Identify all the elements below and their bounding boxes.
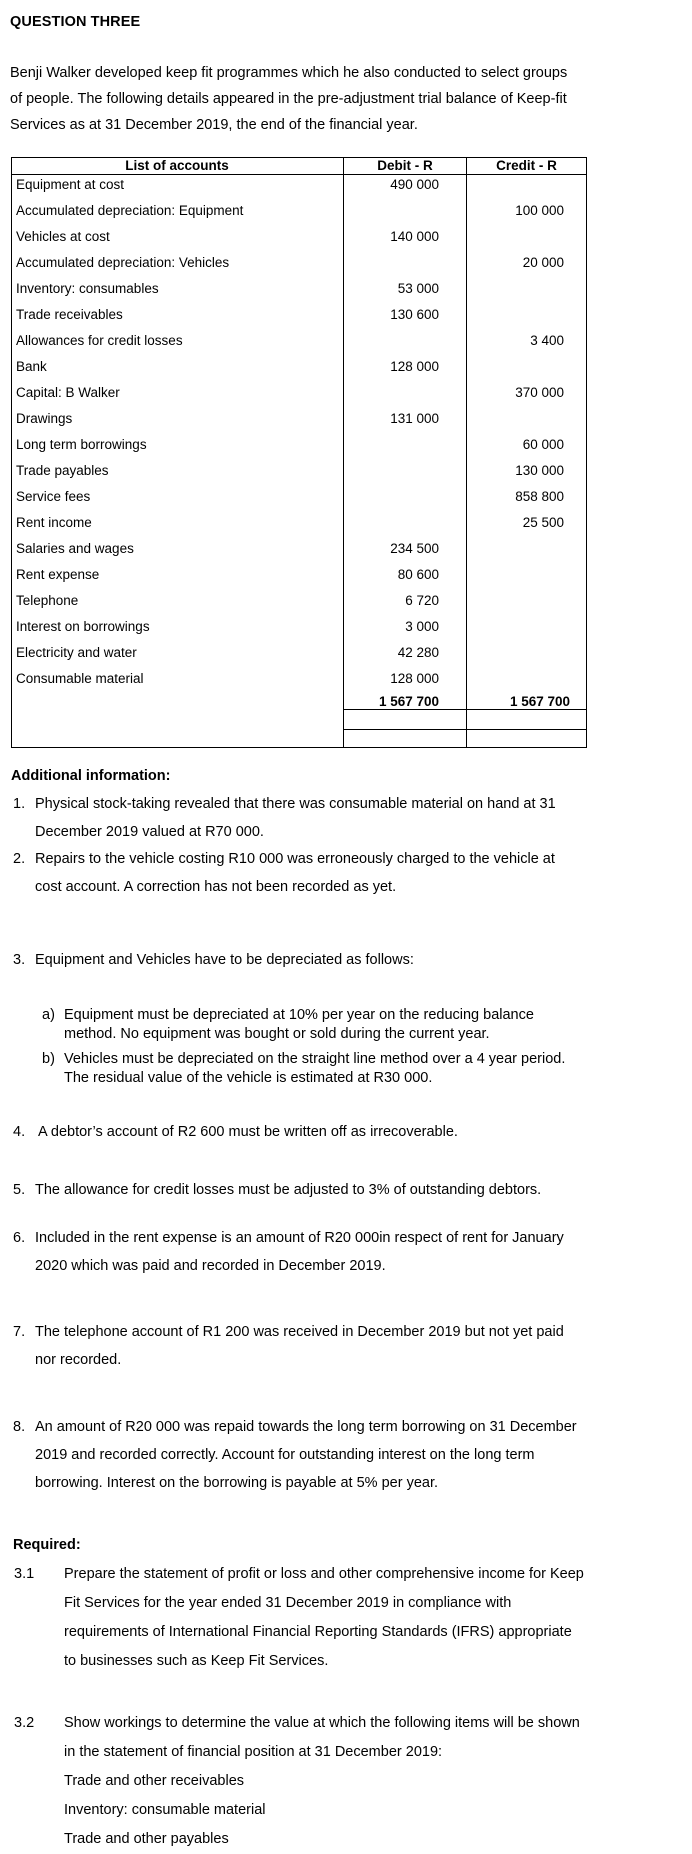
credit-amount: 20 000 bbox=[522, 255, 564, 270]
item-text: 2019 and recorded correctly. Account for outstanding interest on the long term bbox=[35, 1447, 535, 1463]
debit-amount: 130 600 bbox=[390, 307, 439, 322]
item-text: Repairs to the vehicle costing R10 000 was erroneously charged to the vehicle at bbox=[35, 851, 555, 867]
account-name: Rent expense bbox=[16, 567, 100, 582]
item-number: 3. bbox=[13, 952, 26, 968]
account-name: Inventory: consumables bbox=[16, 281, 159, 296]
total-debit: 1 567 700 bbox=[378, 694, 439, 709]
debit-amount: 128 000 bbox=[390, 671, 439, 686]
required-item bbox=[14, 1560, 684, 1676]
intro-line: Services as at 31 December 2019, the end of the financial year. bbox=[10, 117, 418, 133]
required-text: to businesses such as Keep Fit Services. bbox=[64, 1653, 329, 1669]
account-name: Service fees bbox=[16, 489, 91, 504]
account-name: Rent income bbox=[16, 515, 92, 530]
account-name: Interest on borrowings bbox=[16, 619, 150, 634]
item-text: Equipment and Vehicles have to be depreciated as follows: bbox=[35, 952, 414, 968]
debit-amount: 6 720 bbox=[405, 593, 439, 608]
credit-amount: 858 800 bbox=[515, 489, 564, 504]
intro-paragraph bbox=[10, 60, 670, 138]
depreciation-sub-item bbox=[42, 1006, 672, 1044]
debit-amount: 140 000 bbox=[390, 229, 439, 244]
header-credit: Credit - R bbox=[496, 158, 557, 173]
sub-item-text: method. No equipment was bought or sold during the current year. bbox=[64, 1026, 490, 1042]
item-text: 2020 which was paid and recorded in December 2019. bbox=[35, 1258, 386, 1274]
info-item bbox=[13, 1224, 673, 1280]
item-text: An amount of R20 000 was repaid towards the long term borrowing on 31 December bbox=[35, 1419, 577, 1435]
required-text: requirements of International Financial Reporting Standards (IFRS) appropriate bbox=[64, 1624, 572, 1640]
total-divider bbox=[343, 729, 587, 730]
question-title: QUESTION THREE bbox=[10, 14, 141, 30]
info-item bbox=[13, 946, 673, 974]
header-account: List of accounts bbox=[125, 158, 229, 173]
item-text: cost account. A correction has not been recorded as yet. bbox=[35, 879, 397, 895]
header-debit: Debit - R bbox=[377, 158, 433, 173]
required-text: in the statement of financial position at 31 December 2019: bbox=[64, 1744, 443, 1760]
item-text: Included in the rent expense is an amount of R20 000in respect of rent for January bbox=[35, 1230, 564, 1246]
info-item bbox=[13, 1413, 683, 1497]
item-text: A debtor’s account of R2 600 must be written off as irrecoverable. bbox=[38, 1124, 458, 1140]
sub-item-letter: b) bbox=[42, 1051, 55, 1067]
required-text: Prepare the statement of profit or loss and other comprehensive income for Keep bbox=[64, 1566, 584, 1582]
intro-line: Benji Walker developed keep fit programmes which he also conducted to select groups bbox=[10, 65, 568, 81]
required-text: Trade and other receivables bbox=[64, 1773, 245, 1789]
item-number: 4. bbox=[13, 1124, 26, 1140]
info-item bbox=[13, 845, 673, 901]
debit-amount: 3 000 bbox=[405, 619, 439, 634]
required-text: Trade and other payables bbox=[64, 1831, 229, 1847]
item-number: 7. bbox=[13, 1324, 26, 1340]
required-item bbox=[14, 1709, 684, 1854]
required-text: Inventory: consumable material bbox=[64, 1802, 266, 1818]
item-text: Physical stock-taking revealed that there was consumable material on hand at 31 bbox=[35, 796, 556, 812]
account-name: Telephone bbox=[16, 593, 79, 608]
account-name: Consumable material bbox=[16, 671, 144, 686]
header-divider bbox=[11, 174, 587, 175]
account-name: Salaries and wages bbox=[16, 541, 134, 556]
item-text: The allowance for credit losses must be adjusted to 3% of outstanding debtors. bbox=[35, 1182, 542, 1198]
sub-item-text: Equipment must be depreciated at 10% per year on the reducing balance bbox=[64, 1007, 534, 1023]
info-item bbox=[13, 1118, 673, 1146]
additional-info-heading: Additional information: bbox=[11, 768, 171, 784]
required-text: Show workings to determine the value at which the following items will be shown bbox=[64, 1715, 580, 1731]
account-name: Accumulated depreciation: Vehicles bbox=[16, 255, 230, 270]
depreciation-sub-item bbox=[42, 1050, 672, 1088]
item-text: December 2019 valued at R70 000. bbox=[35, 824, 264, 840]
debit-amount: 128 000 bbox=[390, 359, 439, 374]
account-name: Trade receivables bbox=[16, 307, 123, 322]
debit-amount: 53 000 bbox=[397, 281, 439, 296]
credit-amount: 370 000 bbox=[515, 385, 564, 400]
item-number: 6. bbox=[13, 1230, 26, 1246]
account-name: Trade payables bbox=[16, 463, 109, 478]
item-number: 2. bbox=[13, 851, 26, 867]
credit-amount: 60 000 bbox=[522, 437, 564, 452]
sub-item-letter: a) bbox=[42, 1007, 55, 1023]
required-number: 3.2 bbox=[14, 1715, 35, 1731]
info-item bbox=[13, 790, 673, 846]
total-credit: 1 567 700 bbox=[509, 694, 570, 709]
info-item bbox=[13, 1318, 673, 1374]
debit-amount: 42 280 bbox=[397, 645, 439, 660]
debit-amount: 131 000 bbox=[390, 411, 439, 426]
sub-item-text: Vehicles must be depreciated on the straight line method over a 4 year period. bbox=[64, 1051, 566, 1067]
account-name: Capital: B Walker bbox=[16, 385, 120, 400]
item-text: The telephone account of R1 200 was received in December 2019 but not yet paid bbox=[35, 1324, 564, 1340]
credit-amount: 130 000 bbox=[515, 463, 564, 478]
account-name: Vehicles at cost bbox=[16, 229, 110, 244]
account-name: Allowances for credit losses bbox=[16, 333, 183, 348]
item-number: 8. bbox=[13, 1419, 26, 1435]
credit-amount: 100 000 bbox=[515, 203, 564, 218]
account-name: Bank bbox=[16, 359, 47, 374]
account-name: Long term borrowings bbox=[16, 437, 147, 452]
item-number: 1. bbox=[13, 796, 26, 812]
account-name: Equipment at cost bbox=[16, 177, 125, 192]
debit-amount: 80 600 bbox=[397, 567, 439, 582]
column-divider bbox=[466, 157, 467, 747]
intro-line: of people. The following details appeared in the pre-adjustment trial balance of Keep-fit bbox=[10, 91, 567, 107]
debit-amount: 490 000 bbox=[390, 177, 439, 192]
total-divider bbox=[343, 709, 587, 710]
credit-amount: 25 500 bbox=[522, 515, 564, 530]
item-text: nor recorded. bbox=[35, 1352, 122, 1368]
account-name: Drawings bbox=[16, 411, 73, 426]
required-text: Fit Services for the year ended 31 December 2019 in compliance with bbox=[64, 1595, 512, 1611]
required-heading: Required: bbox=[13, 1537, 81, 1553]
debit-amount: 234 500 bbox=[390, 541, 439, 556]
info-item bbox=[13, 1176, 673, 1204]
item-number: 5. bbox=[13, 1182, 26, 1198]
required-number: 3.1 bbox=[14, 1566, 35, 1582]
trial-balance-table bbox=[11, 157, 586, 747]
item-text: borrowing. Interest on the borrowing is payable at 5% per year. bbox=[35, 1475, 439, 1491]
credit-amount: 3 400 bbox=[530, 333, 564, 348]
account-name: Electricity and water bbox=[16, 645, 137, 660]
column-divider bbox=[343, 157, 344, 747]
sub-item-text: The residual value of the vehicle is estimated at R30 000. bbox=[64, 1070, 433, 1086]
account-name: Accumulated depreciation: Equipment bbox=[16, 203, 244, 218]
